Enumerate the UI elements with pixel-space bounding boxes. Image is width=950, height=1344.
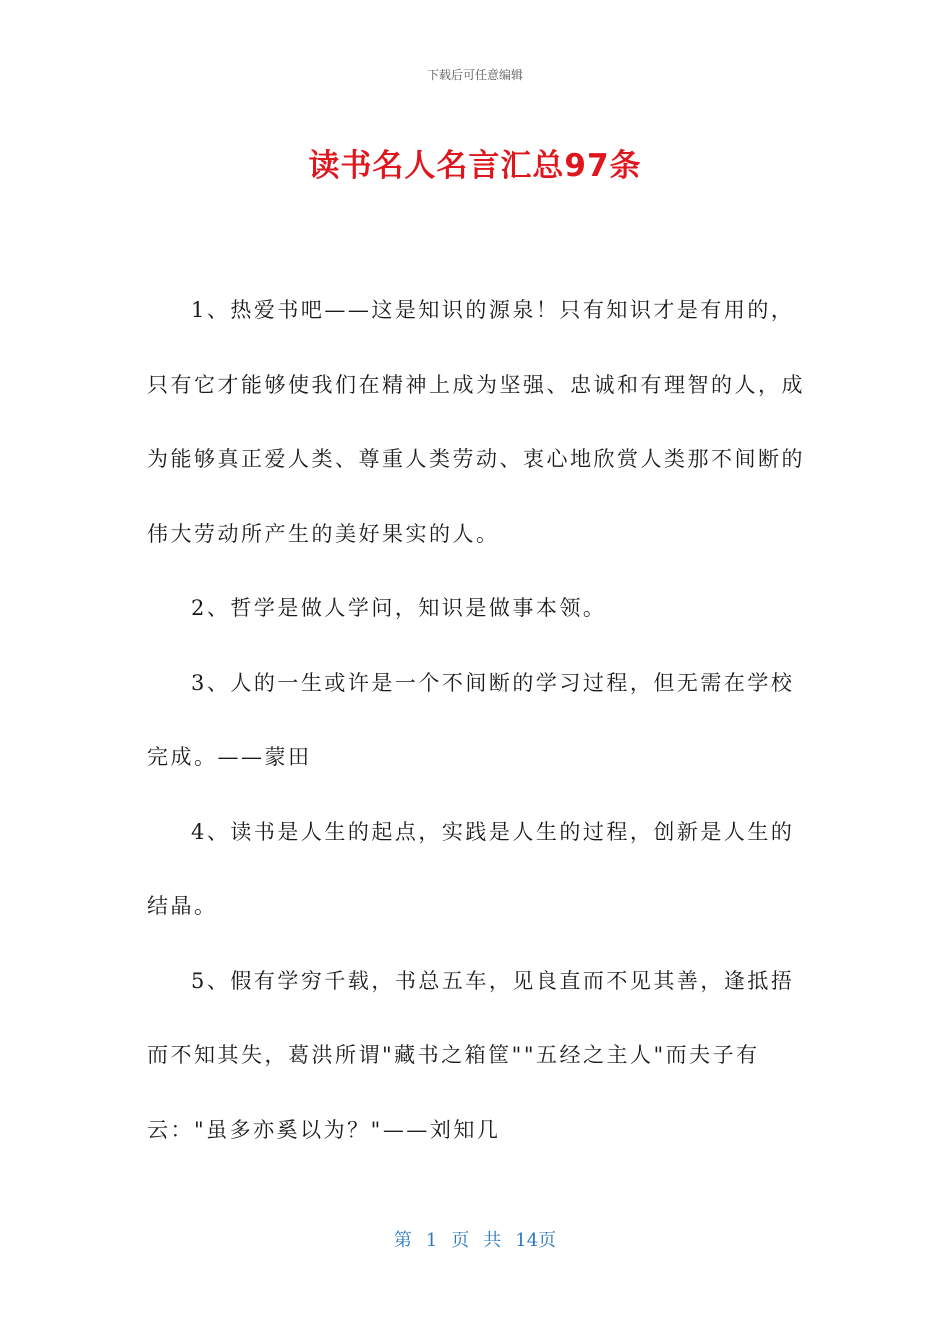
quote-paragraph-1: 1、热爱书吧——这是知识的源泉！只有知识才是有用的，只有它才能够使我们在精神上成为坚强、忠诚和有理智的人，成为能够真正爱人类、尊重人类劳动、衷心地欣赏人类那不间断的伟大劳动所产生的美好果实的人。: [147, 298, 805, 546]
quote-paragraph-4: 4、读书是人生的起点，实践是人生的过程，创新是人生的结晶。: [147, 819, 795, 918]
document-title: 读书名人名言汇总97条: [308, 148, 642, 184]
footer-word-page-unit: 页: [451, 1230, 470, 1251]
footer-word-total: 共: [483, 1230, 502, 1251]
quote-paragraph-5: 5、假有学穷千载，书总五车，见良直而不见其善，逢抵捂而不知其失，葛洪所谓"藏书之箱筐""五经之主人"而夫子有云："虽多亦奚以为？"——刘知几: [147, 968, 795, 1142]
document-body: [147, 273, 807, 1167]
footer-current-page: 1: [425, 1230, 438, 1251]
footer-word-page: 第: [393, 1230, 412, 1251]
footer-total-pages: 14页: [515, 1230, 557, 1251]
header-note: 下载后可任意编辑: [426, 68, 523, 82]
quote-paragraph-2: 2、哲学是做人学问，知识是做事本领。: [191, 596, 607, 620]
page-footer: [0, 1226, 950, 1252]
quote-paragraph-3: 3、人的一生或许是一个不间断的学习过程，但无需在学校完成。——蒙田: [147, 670, 795, 769]
